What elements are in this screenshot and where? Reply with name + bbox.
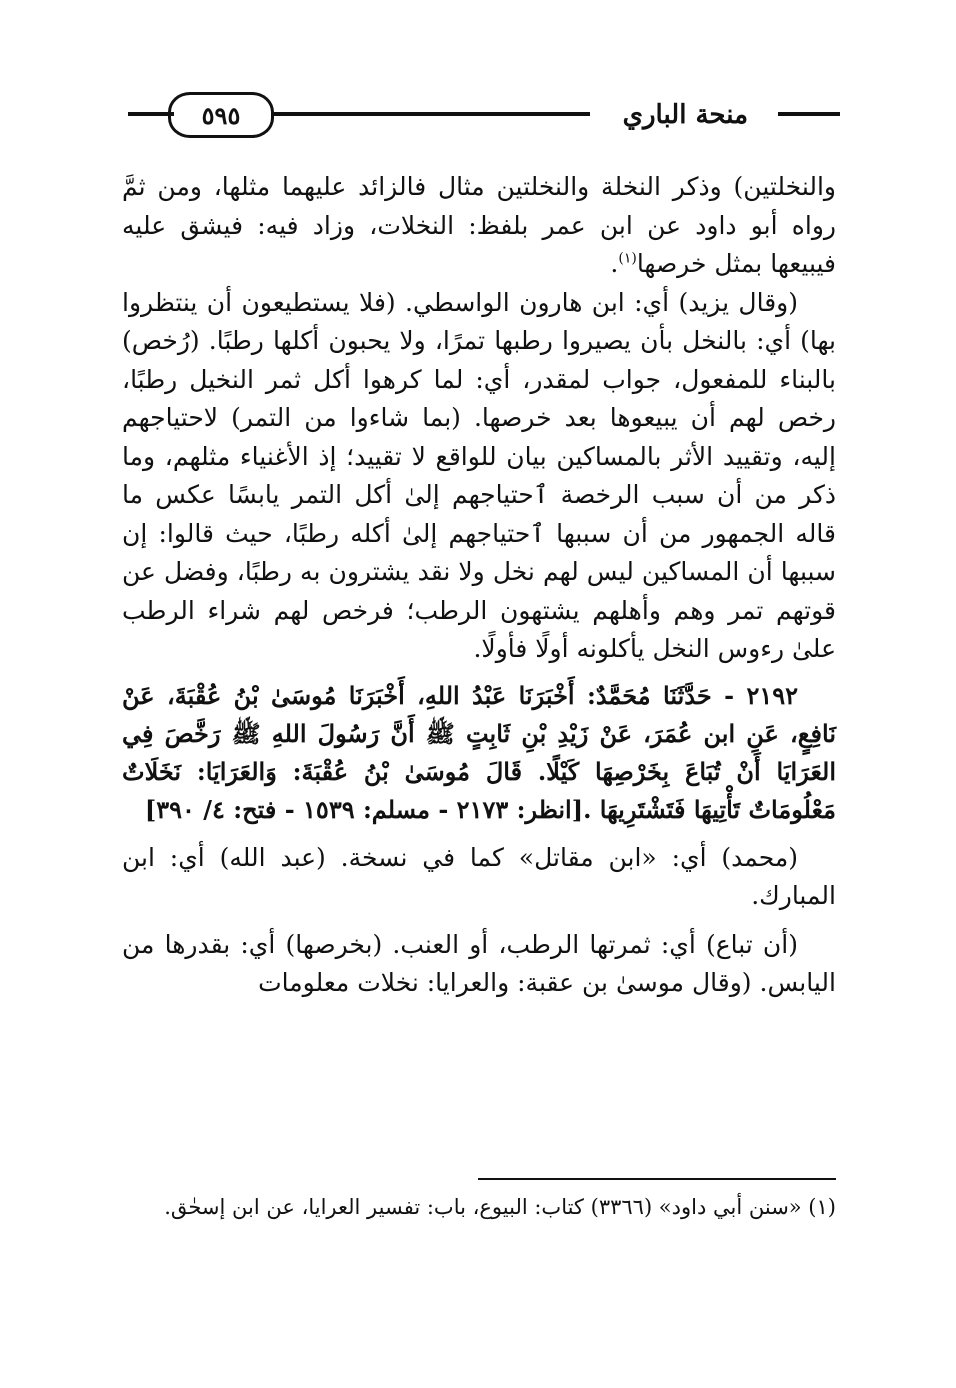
hadith-text: ٢١٩٢ - حَدَّثَنَا مُحَمَّدٌ: أَخْبَرَنَا عَبْدُ اللهِ، أَخْبَرَنَا مُوسَىٰ بْنُ عُقْبَةَ، عَنْ نَافِعٍ، عَنِ ابن عُمَرَ، عَنْ زَيْدِ بْنِ ثَابِتٍ ﷺ أَنَّ رَسُولَ اللهِ ﷺ رَخَّصَ فِي العَرَايَا أَنْ تُبَاعَ بِخَرْصِهَا كَيْلًا. قَالَ مُوسَىٰ بْنُ عُقْبَةَ: وَالعَرَايَا: نَخَلَاتٌ مَعْلُومَاتٌ تَأْتِيهَا فَتَشْتَرِيهَا .[انظر: ٢١٧٣ - مسلم: ١٥٣٩ - فتح: ٤/ ٣٩٠] (122, 680, 837, 824)
page-header (120, 92, 840, 142)
page-number: ٥٩٥ (168, 92, 274, 138)
paragraph: (وقال يزيد) أي: ابن هارون الواسطي. (فلا يستطيعون أن ينتظروا بها) أي: بالنخل بأن يصيروا رطبها تمرًا، ولا يحبون أكلها رطبًا. (رُخص) بالبناء للمفعول، جواب لمقدر، أي: لما كرهوا أكل ثمر النخيل رطبًا، رخص لهم أن يبيعوها بعد خرصها. (بما شاءوا من التمر) لاحتياجهم إليه، وتقييد الأثر بالمساكين بيان للواقع لا تقييد؛ إذ الأغنياء مثلهم، وما ذكر من أن سبب الرخصة ٱحتياجهم إلىٰ أكل التمر يابسًا عكس ما قاله الجمهور من أن سببها ٱحتياجهم إلىٰ أكله رطبًا، حيث قالوا: إن سببها أن المساكين ليس لهم نخل ولا نقد يشترون به رطبًا، وفضل عن قوتهم تمر وهم وأهلهم يشتهون الرطب؛ فرخص لهم شراء الرطب علىٰ رءوس النخل يأكلونه أولًا فأولًا. (122, 287, 836, 663)
footnote: (١) «سنن أبي داود» (٣٣٦٦) كتاب: البيوع، باب: تفسير العرايا، عن ابن إسحٰق. (164, 1195, 836, 1219)
header-rule-middle (260, 112, 590, 116)
header-rule-left (128, 112, 174, 116)
footnotes (122, 1190, 836, 1224)
paragraph: (أن تباع) أي: ثمرتها الرطب، أو العنب. (بخرصها) أي: بقدرها من اليابس. (وقال موسىٰ بن عقبة: والعرايا: نخلات معلومات (122, 929, 836, 997)
paragraph-text: والنخلتين) وذكر النخلة والنخلتين مثال فالزائد عليهما مثلها، ومن ثمَّ رواه أبو داود عن ابن عمر بلفظ: النخلات، وزاد فيه: فيشق عليه فيبيعها بمثل خرصها (122, 172, 836, 278)
paragraph: والنخلتين) وذكر النخلة والنخلتين مثال فالزائد عليهما مثلها، ومن ثمَّ رواه أبو داود عن ابن عمر بلفظ: النخلات، وزاد فيه: فيشق عليه فيبيعها بمثل خرصها$^{(١)}$. (122, 172, 836, 278)
footnote-separator (478, 1178, 836, 1180)
main-text (122, 168, 836, 1003)
book-title: منحة الباري (622, 100, 748, 130)
paragraph: (محمد) أي: «ابن مقاتل» كما في نسخة. (عبد الله) أي: ابن المبارك. (122, 842, 836, 910)
header-rule-right (778, 112, 840, 116)
footnote-reference: (١) (618, 250, 637, 267)
